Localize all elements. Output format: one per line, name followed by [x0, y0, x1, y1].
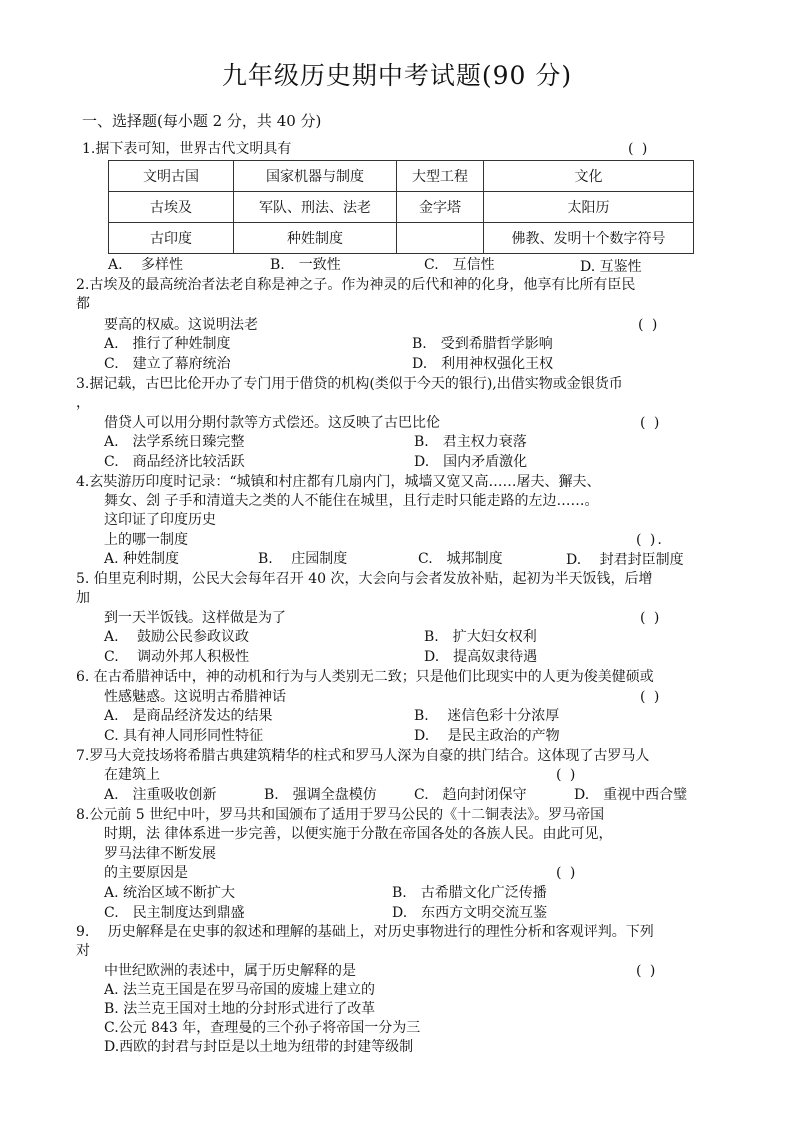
question-stem-wrap: ，: [76, 395, 90, 411]
answer-paren: ( ): [640, 415, 662, 431]
option-a[interactable]: A. 统治区域不断扩大: [104, 885, 236, 901]
table-header-cell: 文明古国: [109, 161, 234, 192]
civilization-table: [108, 160, 694, 254]
option-d[interactable]: D.西欧的封君与封臣是以土地为纽带的封建等级制: [104, 1039, 414, 1055]
answer-paren: ( ): [556, 767, 578, 783]
option-c[interactable]: C. 城邦制度: [418, 551, 503, 567]
option-a[interactable]: A. 法学系统日臻完整: [104, 434, 245, 450]
question-stem-cont: 要高的权威。这说明法老: [104, 317, 258, 333]
option-d[interactable]: D. 提高奴隶待遇: [424, 649, 538, 665]
question-stem: 9. 历史解释是在史事的叙述和理解的基础上，对历史事物进行的理性分析和客观评判。下列: [76, 924, 654, 940]
table-cell: 古印度: [109, 223, 234, 254]
option-d[interactable]: D. 利用神权强化王权: [412, 356, 554, 372]
answer-paren: ( ): [638, 317, 660, 333]
table-row: [109, 192, 694, 223]
table-row: [109, 223, 694, 254]
table-header-cell: 文化: [484, 161, 694, 192]
answer-paren: ( ): [636, 963, 658, 979]
question-stem: 4.玄奘游历印度时记录：“城镇和村庄都有几扇内门，城墙又宽又高……屠夫、獬夫、: [76, 474, 601, 490]
section-heading: 一、选择题(每小题 2 分，共 40 分): [82, 112, 322, 130]
option-c[interactable]: C. 商品经济比较活跃: [104, 454, 245, 470]
question-stem-cont: 在建筑上: [104, 767, 160, 783]
option-c[interactable]: C. 建立了幕府统治: [104, 356, 231, 372]
option-b[interactable]: B. 强调全盘模仿: [264, 787, 377, 803]
question-stem-cont: 到一天半饭钱。这样做是为了: [104, 610, 286, 626]
option-b[interactable]: B. 扩大妇女权利: [424, 629, 537, 645]
answer-paren: ( ).: [636, 532, 664, 548]
question-stem-wrap: 加: [76, 590, 90, 606]
question-stem-cont: 的主要原因是: [104, 865, 188, 881]
answer-paren: ( ): [556, 865, 578, 881]
table-header-row: [109, 161, 694, 192]
option-b[interactable]: B. 庄园制度: [258, 551, 348, 567]
option-b[interactable]: B. 受到希腊哲学影响: [412, 336, 553, 352]
question-stem-wrap: 都: [76, 296, 90, 312]
option-a[interactable]: A. 推行了种姓制度: [104, 336, 231, 352]
question-stem-cont: 上的哪一制度: [104, 532, 188, 548]
question-stem-cont: 罗马法律不断发展: [104, 846, 216, 862]
table-cell: 种姓制度: [234, 223, 397, 254]
option-a[interactable]: A. 多样性: [108, 257, 184, 273]
option-d[interactable]: D. 封君封臣制度: [566, 552, 684, 568]
table-cell: 军队、刑法、法老: [234, 192, 397, 223]
option-a[interactable]: A. 法兰克王国是在罗马帝国的废墟上建立的: [104, 982, 376, 998]
option-d[interactable]: D. 是民主政治的产物: [414, 728, 560, 744]
question-stem: 1.据下表可知，世界古代文明具有: [82, 141, 292, 157]
option-c[interactable]: C. 互信性: [424, 257, 495, 273]
option-c[interactable]: C.公元 843 年，查理曼的三个孙子将帝国一分为三: [104, 1020, 421, 1036]
option-a[interactable]: A. 注重吸收创新: [104, 787, 217, 803]
option-c[interactable]: C. 民主制度达到鼎盛: [104, 905, 245, 921]
question-stem-wrap: 对: [76, 943, 90, 959]
table-cell: 太阳历: [484, 192, 694, 223]
table-header-cell: 大型工程: [397, 161, 484, 192]
table-cell: 古埃及: [109, 192, 234, 223]
page-title: 九年级历史期中考试题(90 分): [221, 61, 573, 90]
option-d[interactable]: D. 互鉴性: [580, 259, 642, 275]
question-stem: 2.古埃及的最高统治者法老自称是神之子。作为神灵的后代和神的化身，他享有比所有臣民: [76, 277, 636, 293]
option-b[interactable]: B. 君主权力衰落: [414, 434, 527, 450]
question-stem: 6. 在古希腊神话中，神的动机和行为与人类别无二致；只是他们比现实中的人更为俊美健硕或: [76, 669, 654, 685]
table-cell: 佛教、发明十个数字符号: [484, 223, 694, 254]
option-d[interactable]: D. 国内矛盾激化: [414, 454, 528, 470]
question-stem-cont: 借贷人可以用分期付款等方式偿还。这反映了古巴比伦: [104, 415, 440, 431]
question-stem: 8.公元前 5 世纪中叶，罗马共和国颁布了适用于罗马公民的《十二铜表法》。罗马帝国: [76, 807, 605, 823]
question-stem: 7.罗马大竞技场将希腊古典建筑精华的柱式和罗马人深为自豪的拱门结合。这体现了古罗马人: [76, 748, 650, 764]
option-d[interactable]: D. 东西方文明交流互鉴: [392, 905, 548, 921]
table-cell: [397, 223, 484, 254]
option-c[interactable]: C. 具有神人同形同性特征: [104, 728, 264, 744]
option-c[interactable]: C. 趋向封闭保守: [414, 787, 527, 803]
option-a[interactable]: A. 种姓制度: [104, 551, 180, 567]
question-stem: 5. 伯里克利时期，公民大会每年召开 40 次，大会向与会者发放补贴，起初为半天饭钱，后增: [76, 571, 653, 587]
question-stem-cont: 舞女、刽 子手和清道夫之类的人不能住在城里，且行走时只能走路的左边……。: [104, 493, 599, 509]
option-a[interactable]: A. 鼓励公民参政议政: [104, 629, 250, 645]
question-stem-cont: 这印证了印度历史: [104, 512, 216, 528]
answer-paren: ( ): [628, 141, 650, 157]
option-b[interactable]: B. 一致性: [270, 257, 341, 273]
option-b[interactable]: B. 迷信色彩十分浓厚: [414, 708, 560, 724]
option-a[interactable]: A. 是商品经济发达的结果: [104, 708, 273, 724]
question-stem-cont: 性感魅惑。这说明古希腊神话: [104, 689, 286, 705]
question-stem-cont: 时期，法 律体系进一步完善，以便实施于分散在帝国各处的各族人民。由此可见，: [104, 826, 613, 842]
question-stem: 3.据记载，古巴比伦开办了专门用于借贷的机构(类似于今天的银行),出借实物或金银货币: [76, 376, 623, 392]
answer-paren: ( ): [640, 610, 662, 626]
option-c[interactable]: C. 调动外邦人积极性: [104, 649, 250, 665]
option-b[interactable]: B. 古希腊文化广泛传播: [392, 885, 547, 901]
table-cell: 金字塔: [397, 192, 484, 223]
option-b[interactable]: B. 法兰克王国对土地的分封形式进行了改革: [104, 1001, 376, 1017]
question-stem-cont: 中世纪欧洲的表述中，属于历史解释的是: [104, 963, 356, 979]
answer-paren: ( ): [640, 689, 662, 705]
option-d[interactable]: D. 重视中西合璧: [574, 787, 688, 803]
table-header-cell: 国家机器与制度: [234, 161, 397, 192]
